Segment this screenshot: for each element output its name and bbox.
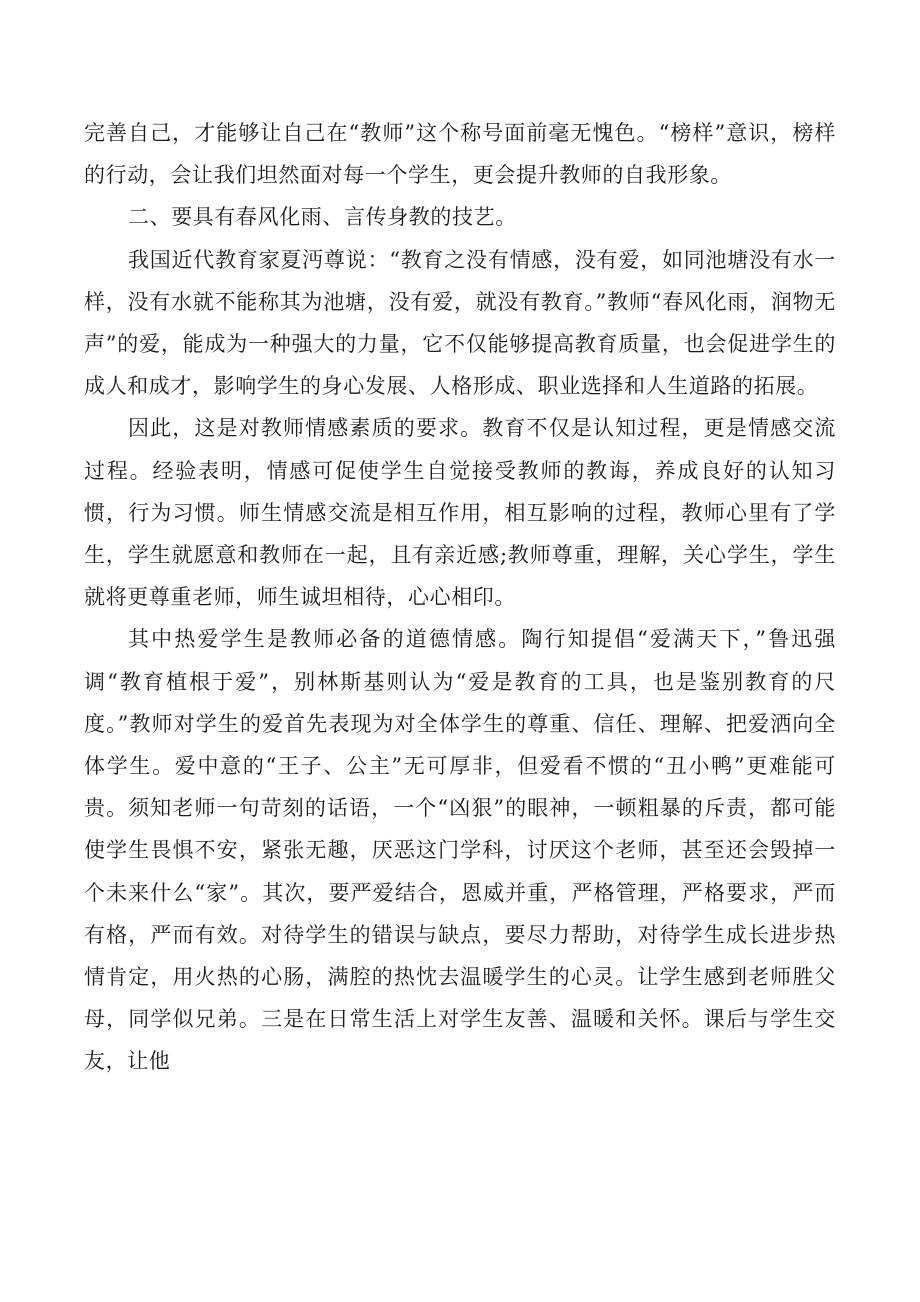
paragraph-continuation: 完善自己，才能够让自己在“教师”这个称号面前毫无愧色。“榜样”意识，榜样的行动，会让我们坦然面对每一个学生，更会提升教师的自我形象。 — [84, 121, 836, 188]
section-heading: 二、要具有春风化雨、言传身教的技艺。 — [128, 205, 517, 230]
document-body — [84, 112, 836, 1083]
paragraph-quote-xia: 我国近代教育家夏沔尊说：“教育之没有情感，没有爱，如同池塘没有水一样，没有水就不能称其为池塘，没有爱，就没有教育。”教师“春风化雨，润物无声”的爱，能成为一种强大的力量，它不仅能够提高教育质量，也会促进学生的成人和成才，影响学生的身心发展、人格形成、职业选择和人生道路的拓展。 — [84, 247, 836, 399]
paragraph-emotion-requirement: 因此，这是对教师情感素质的要求。教育不仅是认知过程，更是情感交流过程。经验表明，情感可促使学生自觉接受教师的教诲，养成良好的认知习惯，行为习惯。师生情感交流是相互作用，相互影响的过程，教师心里有了学生，学生就愿意和教师在一起，且有亲近感;教师尊重，理解，关心学生，学生就将更尊重老师，师生诚坦相待，心心相印。 — [84, 416, 836, 610]
paragraph-love-students: 其中热爱学生是教师必备的道德情感。陶行知提倡“爱满天下，”鲁迅强调“教育植根于爱”，别林斯基则认为“爱是教育的工具，也是鉴别教育的尺度。”教师对学生的爱首先表现为对全体学生的尊重、信任、理解、把爱洒向全体学生。爱中意的“王子、公主”无可厚非，但爱看不惯的“丑小鸭”更难能可贵。须知老师一句苛刻的话语，一个“凶狠”的眼神，一顿粗暴的斥责，都可能使学生畏惧不安，紧张无趣，厌恶这门学科，讨厌这个老师，甚至还会毁掉一个未来什么“家”。其次，要严爱结合，恩威并重，严格管理，严格要求，严而有格，严而有效。对待学生的错误与缺点，要尽力帮助，对待学生成长进步热情肯定，用火热的心肠，满腔的热忱去温暖学生的心灵。让学生感到老师胜父母，同学似兄弟。三是在日常生活上对学生友善、温暖和关怀。课后与学生交友，让他 — [84, 627, 836, 1074]
